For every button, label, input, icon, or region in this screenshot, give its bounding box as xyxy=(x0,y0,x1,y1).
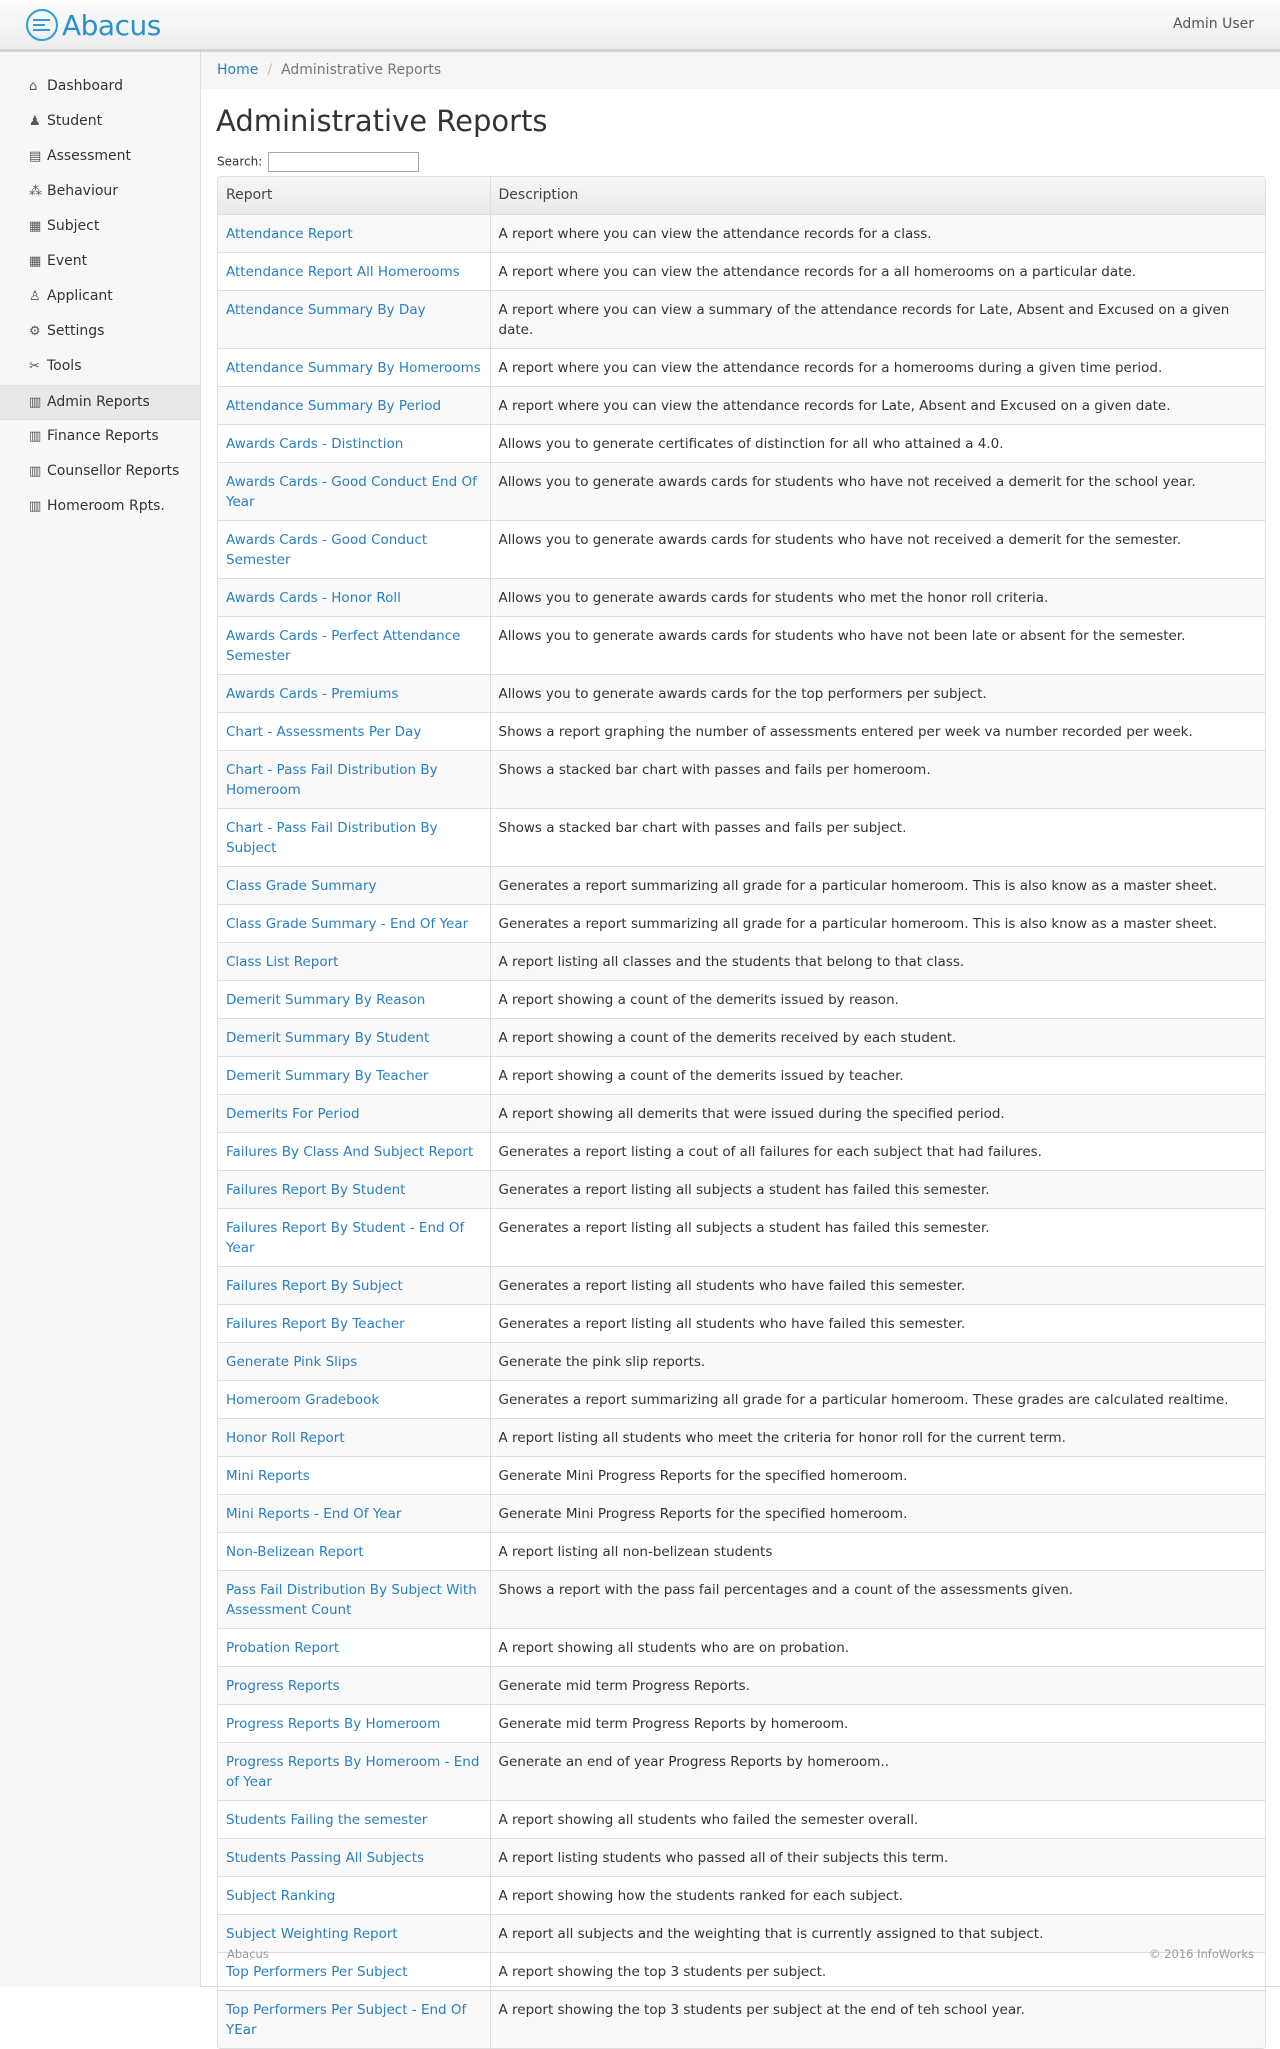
table-row xyxy=(218,578,1265,616)
sidebar-item-dashboard[interactable] xyxy=(0,70,200,105)
report-name-cell xyxy=(218,1304,490,1342)
report-link[interactable]: Chart - Assessments Per Day xyxy=(226,723,422,740)
report-name-cell xyxy=(218,424,490,462)
sidebar-nav xyxy=(0,52,200,525)
report-description: Allows you to generate awards cards for students who have not been late or absent for the semester. xyxy=(490,616,1265,674)
footer-copyright: © 2016 InfoWorks xyxy=(1149,1947,1254,1961)
report-name-cell xyxy=(218,750,490,808)
report-description: A report listing all students who meet the criteria for honor roll for the current term. xyxy=(490,1418,1265,1456)
table-row xyxy=(218,1494,1265,1532)
bar-chart-icon: ▥ xyxy=(29,395,42,410)
report-link[interactable]: Chart - Pass Fail Distribution By Subject xyxy=(226,819,438,856)
report-link[interactable]: Mini Reports xyxy=(226,1467,310,1484)
report-name-cell xyxy=(218,1876,490,1914)
sidebar-item-applicant[interactable] xyxy=(0,280,200,315)
table-row xyxy=(218,1304,1265,1342)
report-description: A report showing all students who failed the semester overall. xyxy=(490,1800,1265,1838)
reports-table xyxy=(217,176,1266,2049)
report-name-cell xyxy=(218,252,490,290)
report-description: Shows a report with the pass fail percentages and a count of the assessments given. xyxy=(490,1570,1265,1628)
report-name-cell xyxy=(218,808,490,866)
report-name-cell xyxy=(218,1018,490,1056)
report-link[interactable]: Awards Cards - Premiums xyxy=(226,685,399,702)
table-row xyxy=(218,386,1265,424)
sidebar-item-settings[interactable] xyxy=(0,315,200,350)
report-name-cell xyxy=(218,1266,490,1304)
breadcrumb xyxy=(201,52,1280,89)
report-description: Generate mid term Progress Reports. xyxy=(490,1666,1265,1704)
report-name-cell xyxy=(218,1418,490,1456)
report-description: Generates a report listing all subjects a student has failed this semester. xyxy=(490,1170,1265,1208)
sidebar-item-homeroom-rpts[interactable] xyxy=(0,490,200,525)
report-description: Generate mid term Progress Reports by homeroom. xyxy=(490,1704,1265,1742)
table-row xyxy=(218,1094,1265,1132)
bar-chart-icon: ▥ xyxy=(29,464,42,479)
footer xyxy=(201,1947,1280,1961)
report-link[interactable]: Demerit Summary By Student xyxy=(226,1029,430,1046)
report-link[interactable]: Attendance Report xyxy=(226,225,353,242)
table-row xyxy=(218,1456,1265,1494)
report-link[interactable]: Attendance Report All Homerooms xyxy=(226,263,460,280)
report-description: A report showing all students who are on probation. xyxy=(490,1628,1265,1666)
report-name-cell xyxy=(218,942,490,980)
sidebar-item-admin-reports[interactable] xyxy=(0,385,200,420)
report-description: A report listing all classes and the students that belong to that class. xyxy=(490,942,1265,980)
report-link[interactable]: Attendance Summary By Day xyxy=(226,301,426,318)
report-link[interactable]: Demerit Summary By Teacher xyxy=(226,1067,429,1084)
sidebar-item-label: Tools xyxy=(47,358,82,374)
table-row xyxy=(218,1876,1265,1914)
table-row xyxy=(218,712,1265,750)
report-description: A report showing all demerits that were issued during the specified period. xyxy=(490,1094,1265,1132)
report-description: Generate Mini Progress Reports for the specified homeroom. xyxy=(490,1494,1265,1532)
table-row xyxy=(218,1800,1265,1838)
brand-logo-link[interactable] xyxy=(26,8,161,42)
table-row xyxy=(218,1704,1265,1742)
report-name-cell xyxy=(218,1838,490,1876)
report-description: A report showing the top 3 students per subject at the end of teh school year. xyxy=(490,1990,1265,2048)
report-link[interactable]: Subject Ranking xyxy=(226,1887,336,1904)
report-name-cell xyxy=(218,1208,490,1266)
report-link[interactable]: Demerit Summary By Reason xyxy=(226,991,426,1008)
search-label: Search: xyxy=(217,154,263,169)
report-description: A report showing how the students ranked for each subject. xyxy=(490,1876,1265,1914)
report-description: Allows you to generate awards cards for the top performers per subject. xyxy=(490,674,1265,712)
report-name-cell xyxy=(218,1532,490,1570)
search-group xyxy=(217,152,419,172)
report-link[interactable]: Top Performers Per Subject xyxy=(226,1963,408,1980)
sidebar-item-event[interactable] xyxy=(0,245,200,280)
table-row xyxy=(218,616,1265,674)
bar-chart-icon: ▥ xyxy=(29,429,42,444)
home-icon: ⌂ xyxy=(29,79,38,94)
report-name-cell xyxy=(218,462,490,520)
sidebar-item-label: Finance Reports xyxy=(47,428,159,444)
page-title: Administrative Reports xyxy=(216,104,548,138)
report-description: A report where you can view a summary of the attendance records for Late, Absent and Excused on a given date. xyxy=(490,290,1265,348)
report-name-cell xyxy=(218,712,490,750)
report-description: Allows you to generate certificates of distinction for all who attained a 4.0. xyxy=(490,424,1265,462)
top-navbar xyxy=(0,0,1280,52)
table-row xyxy=(218,866,1265,904)
table-row xyxy=(218,1628,1265,1666)
abacus-logo-icon xyxy=(26,9,58,41)
report-name-cell xyxy=(218,1056,490,1094)
user-icon: ♙ xyxy=(29,289,41,304)
student-icon: ♟ xyxy=(29,114,41,129)
tools-icon: ✂ xyxy=(29,359,40,374)
report-description: Generates a report listing all subjects a student has failed this semester. xyxy=(490,1208,1265,1266)
report-name-cell xyxy=(218,1342,490,1380)
report-description: A report showing a count of the demerits received by each student. xyxy=(490,1018,1265,1056)
report-name-cell xyxy=(218,1132,490,1170)
report-name-cell xyxy=(218,1704,490,1742)
column-header-report[interactable]: Report xyxy=(218,177,490,214)
table-row xyxy=(218,1208,1265,1266)
table-row xyxy=(218,1266,1265,1304)
report-link[interactable]: Pass Fail Distribution By Subject With Assessment Count xyxy=(226,1581,477,1618)
gear-icon: ⚙ xyxy=(29,324,41,339)
report-link[interactable]: Class Grade Summary - End Of Year xyxy=(226,915,469,932)
table-row xyxy=(218,348,1265,386)
sidebar-item-tools[interactable] xyxy=(0,350,200,385)
report-description: A report where you can view the attendance records for Late, Absent and Excused on a given date. xyxy=(490,386,1265,424)
sidebar-item-label: Homeroom Rpts. xyxy=(47,498,165,514)
report-description: A report showing the top 3 students per subject. xyxy=(490,1952,1265,1990)
table-row xyxy=(218,1570,1265,1628)
report-link[interactable]: Awards Cards - Good Conduct End Of Year xyxy=(226,473,477,510)
sidebar-item-behaviour[interactable] xyxy=(0,175,200,210)
table-row xyxy=(218,1342,1265,1380)
report-link[interactable]: Awards Cards - Distinction xyxy=(226,435,404,452)
table-row xyxy=(218,252,1265,290)
report-description: Generates a report listing all students who have failed this semester. xyxy=(490,1266,1265,1304)
report-description: Allows you to generate awards cards for students who have not received a demerit for the semester. xyxy=(490,520,1265,578)
report-description: Shows a stacked bar chart with passes and fails per homeroom. xyxy=(490,750,1265,808)
table-row xyxy=(218,1170,1265,1208)
report-name-cell xyxy=(218,980,490,1018)
report-link[interactable]: Students Failing the semester xyxy=(226,1811,428,1828)
report-name-cell xyxy=(218,386,490,424)
report-description: Generate an end of year Progress Reports by homeroom.. xyxy=(490,1742,1265,1800)
report-link[interactable]: Failures Report By Student xyxy=(226,1181,406,1198)
sidebar-item-label: Admin Reports xyxy=(47,394,150,410)
report-description: A report listing students who passed all of their subjects this term. xyxy=(490,1838,1265,1876)
report-description: Generates a report summarizing all grade for a particular homeroom. This is also know as a master sheet. xyxy=(490,904,1265,942)
table-row xyxy=(218,674,1265,712)
sidebar-item-label: Counsellor Reports xyxy=(47,463,180,479)
table-row xyxy=(218,462,1265,520)
report-description: A report showing a count of the demerits issued by teacher. xyxy=(490,1056,1265,1094)
report-name-cell xyxy=(218,904,490,942)
report-link[interactable]: Subject Weighting Report xyxy=(226,1925,398,1942)
report-description: Generate the pink slip reports. xyxy=(490,1342,1265,1380)
report-name-cell xyxy=(218,1990,490,2048)
table-row xyxy=(218,1418,1265,1456)
report-description: Generates a report summarizing all grade for a particular homeroom. This is also know as a master sheet. xyxy=(490,866,1265,904)
report-name-cell xyxy=(218,520,490,578)
report-link[interactable]: Awards Cards - Perfect Attendance Semester xyxy=(226,627,461,664)
report-description: Generates a report listing all students who have failed this semester. xyxy=(490,1304,1265,1342)
report-name-cell xyxy=(218,578,490,616)
table-row xyxy=(218,1532,1265,1570)
report-description: Generates a report listing a cout of all failures for each subject that had failures. xyxy=(490,1132,1265,1170)
report-name-cell xyxy=(218,1094,490,1132)
sidebar-item-label: Subject xyxy=(47,218,100,234)
sidebar-item-label: Dashboard xyxy=(47,78,123,94)
report-link[interactable]: Progress Reports xyxy=(226,1677,340,1694)
calendar-icon: ▦ xyxy=(29,254,42,269)
sidebar-item-student[interactable] xyxy=(0,105,200,140)
report-description: A report listing all non-belizean students xyxy=(490,1532,1265,1570)
report-name-cell xyxy=(218,290,490,348)
report-name-cell xyxy=(218,1666,490,1704)
report-name-cell xyxy=(218,1170,490,1208)
report-description: Generates a report summarizing all grade for a particular homeroom. These grades are calculated realtime. xyxy=(490,1380,1265,1418)
report-name-cell xyxy=(218,1628,490,1666)
report-description: A report showing a count of the demerits issued by reason. xyxy=(490,980,1265,1018)
report-link[interactable]: Attendance Summary By Homerooms xyxy=(226,359,481,376)
report-link[interactable]: Generate Pink Slips xyxy=(226,1353,358,1370)
footer-divider xyxy=(201,1986,1280,1987)
report-link[interactable]: Class List Report xyxy=(226,953,339,970)
report-link[interactable]: Failures By Class And Subject Report xyxy=(226,1143,474,1160)
report-link[interactable]: Homeroom Gradebook xyxy=(226,1391,380,1408)
report-description: Shows a stacked bar chart with passes and fails per subject. xyxy=(490,808,1265,866)
table-row xyxy=(218,1380,1265,1418)
report-description: A report where you can view the attendance records for a all homerooms on a particular date. xyxy=(490,252,1265,290)
sidebar xyxy=(0,52,201,1987)
table-row xyxy=(218,1990,1265,2048)
report-link[interactable]: Failures Report By Subject xyxy=(226,1277,403,1294)
report-link[interactable]: Chart - Pass Fail Distribution By Homeroom xyxy=(226,761,438,798)
report-link[interactable]: Mini Reports - End Of Year xyxy=(226,1505,402,1522)
sidebar-item-label: Applicant xyxy=(47,288,113,304)
report-link[interactable]: Class Grade Summary xyxy=(226,877,377,894)
report-link[interactable]: Honor Roll Report xyxy=(226,1429,345,1446)
report-link[interactable]: Awards Cards - Good Conduct Semester xyxy=(226,531,428,568)
brand-name: Abacus xyxy=(62,8,161,42)
sidebar-item-label: Student xyxy=(47,113,103,129)
sidebar-item-assessment[interactable] xyxy=(0,140,200,175)
table-row xyxy=(218,214,1265,252)
document-icon: ▤ xyxy=(29,149,42,164)
report-name-cell xyxy=(218,616,490,674)
breadcrumb-home-link[interactable]: Home xyxy=(217,62,259,78)
report-link[interactable]: Non-Belizean Report xyxy=(226,1543,364,1560)
table-row xyxy=(218,1666,1265,1704)
table-row xyxy=(218,424,1265,462)
report-description: Allows you to generate awards cards for students who have not received a demerit for the school year. xyxy=(490,462,1265,520)
report-name-cell xyxy=(218,1494,490,1532)
main-content xyxy=(201,52,1280,2038)
table-row xyxy=(218,1018,1265,1056)
report-name-cell xyxy=(218,674,490,712)
table-row xyxy=(218,904,1265,942)
report-description: A report all subjects and the weighting that is currently assigned to that subject. xyxy=(490,1914,1265,1952)
table-row xyxy=(218,808,1265,866)
report-link[interactable]: Demerits For Period xyxy=(226,1105,360,1122)
report-link[interactable]: Awards Cards - Honor Roll xyxy=(226,589,401,606)
report-name-cell xyxy=(218,1742,490,1800)
table-row xyxy=(218,1742,1265,1800)
report-link[interactable]: Failures Report By Student - End Of Year xyxy=(226,1219,465,1256)
column-header-description[interactable]: Description xyxy=(490,177,1265,214)
footer-app-name: Abacus xyxy=(227,1947,269,1961)
report-description: A report where you can view the attendance records for a homerooms during a given time period. xyxy=(490,348,1265,386)
table-row xyxy=(218,750,1265,808)
report-link[interactable]: Top Performers Per Subject - End Of YEar xyxy=(226,2001,467,2038)
table-row xyxy=(218,942,1265,980)
behaviour-icon: ⁂ xyxy=(29,184,42,199)
sidebar-item-label: Settings xyxy=(47,323,105,339)
report-description: Generate Mini Progress Reports for the specified homeroom. xyxy=(490,1456,1265,1494)
report-link[interactable]: Progress Reports By Homeroom xyxy=(226,1715,441,1732)
table-row xyxy=(218,980,1265,1018)
sidebar-item-subject[interactable] xyxy=(0,210,200,245)
search-input[interactable] xyxy=(268,152,419,172)
sidebar-item-label: Behaviour xyxy=(47,183,119,199)
user-menu[interactable]: Admin User xyxy=(1173,16,1254,32)
report-link[interactable]: Attendance Summary By Period xyxy=(226,397,442,414)
sidebar-item-label: Event xyxy=(47,253,88,269)
breadcrumb-separator: / xyxy=(267,62,273,78)
report-name-cell xyxy=(218,1380,490,1418)
table-row xyxy=(218,290,1265,348)
subject-icon: ▦ xyxy=(29,219,42,234)
report-name-cell xyxy=(218,1800,490,1838)
report-link[interactable]: Probation Report xyxy=(226,1639,340,1656)
report-description: A report where you can view the attendance records for a class. xyxy=(490,214,1265,252)
report-name-cell xyxy=(218,348,490,386)
sidebar-item-label: Assessment xyxy=(47,148,131,164)
table-row xyxy=(218,520,1265,578)
report-description: Shows a report graphing the number of assessments entered per week va number recorded per week. xyxy=(490,712,1265,750)
report-name-cell xyxy=(218,1456,490,1494)
sidebar-item-finance-reports[interactable] xyxy=(0,420,200,455)
table-row xyxy=(218,1838,1265,1876)
breadcrumb-current: Administrative Reports xyxy=(281,62,442,78)
report-link[interactable]: Progress Reports By Homeroom - End of Year xyxy=(226,1753,480,1790)
sidebar-item-counsellor-reports[interactable] xyxy=(0,455,200,490)
table-row xyxy=(218,1132,1265,1170)
report-description: Allows you to generate awards cards for students who met the honor roll criteria. xyxy=(490,578,1265,616)
report-name-cell xyxy=(218,866,490,904)
report-link[interactable]: Failures Report By Teacher xyxy=(226,1315,405,1332)
report-link[interactable]: Students Passing All Subjects xyxy=(226,1849,425,1866)
table-row xyxy=(218,1056,1265,1094)
report-name-cell xyxy=(218,1570,490,1628)
bar-chart-icon: ▥ xyxy=(29,499,42,514)
report-name-cell xyxy=(218,214,490,252)
